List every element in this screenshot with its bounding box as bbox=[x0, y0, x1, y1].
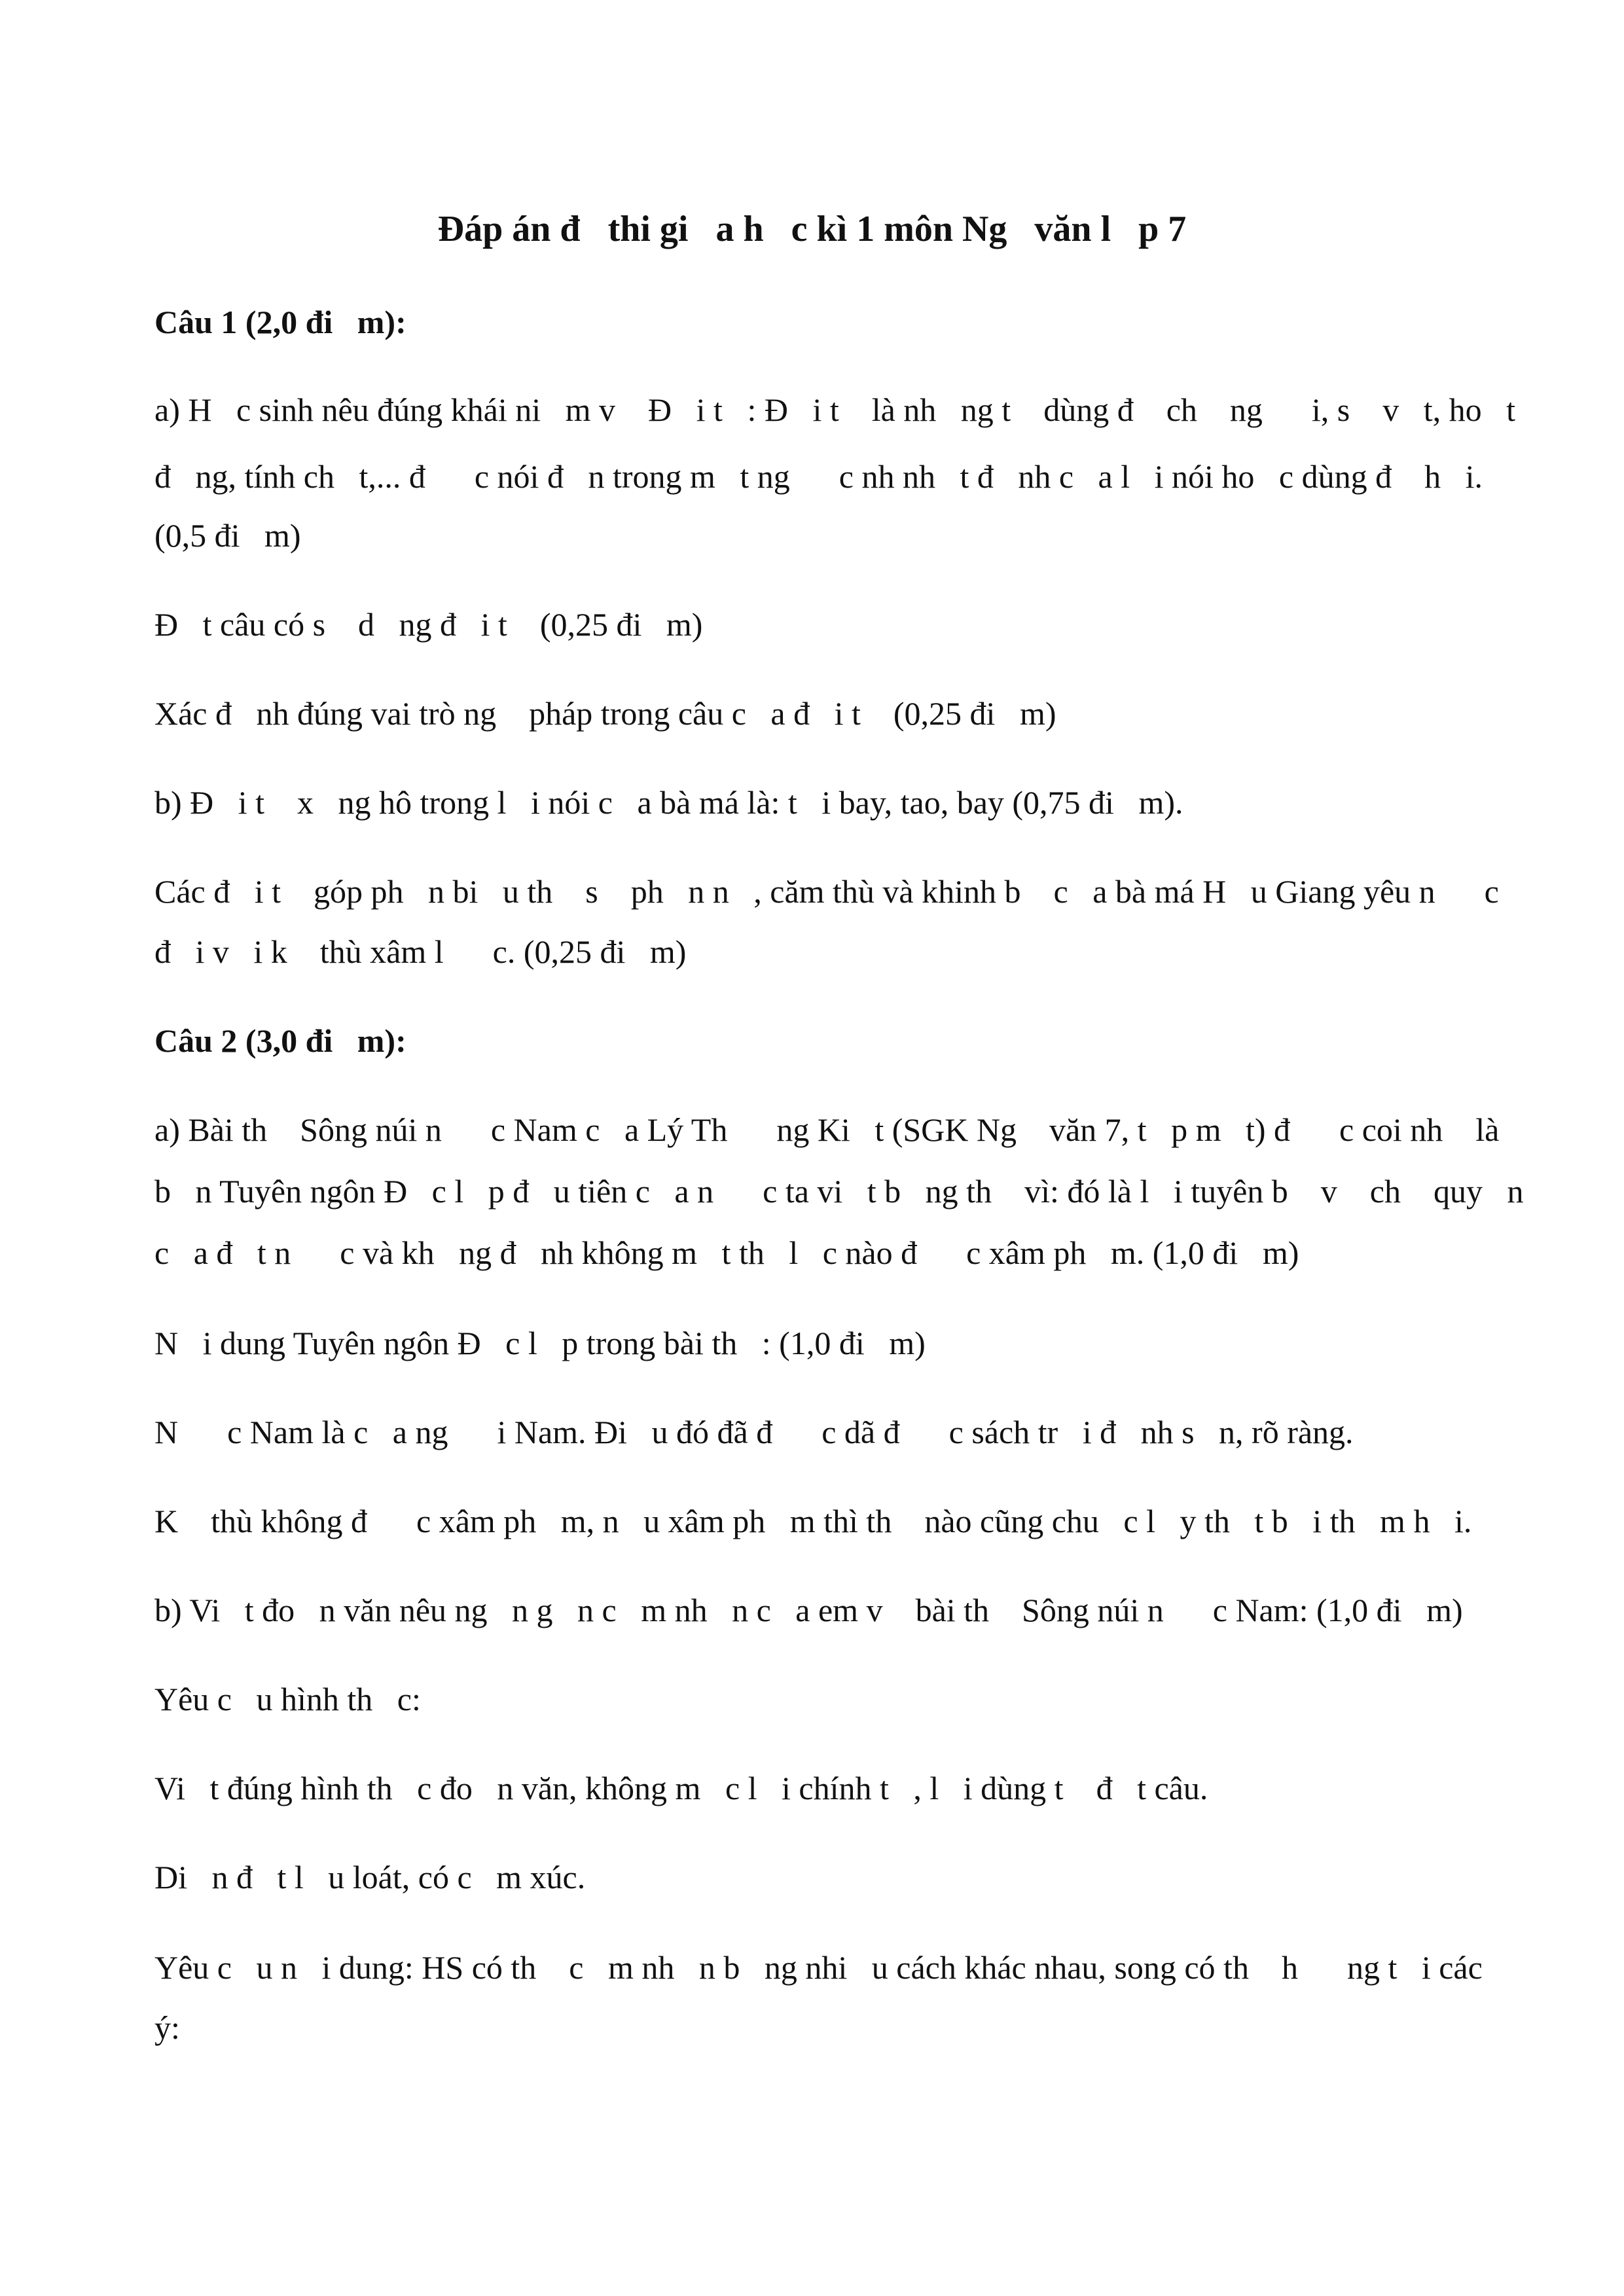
paragraph-line: a) H c sinh nêu đúng khái ni m v Đ i t : Đ i t là nh ng t dùng đ ch ng i, s v t, ho t bbox=[154, 391, 1516, 428]
paragraph-line: Di n đ t l u loát, có c m xúc. bbox=[154, 1859, 586, 1895]
paragraph-line: Đ t câu có s d ng đ i t (0,25 đi m) bbox=[154, 606, 703, 643]
paragraph-line: đ i v i k thù xâm l c. (0,25 đi m) bbox=[154, 933, 687, 970]
paragraph-line: N i dung Tuyên ngôn Đ c l p trong bài th : (1,0 đi m) bbox=[154, 1325, 926, 1361]
paragraph-line: N c Nam là c a ng i Nam. Đi u đó đã đ c dã đ c sách tr i đ nh s n, rõ ràng. bbox=[154, 1414, 1354, 1450]
paragraph-line: b n Tuyên ngôn Đ c l p đ u tiên c a n c ta vi t b ng th vì: đó là l i tuyên b v ch quy n bbox=[154, 1173, 1524, 1210]
paragraph-line: (0,5 đi m) bbox=[154, 517, 301, 554]
question-2-heading: Câu 2 (3,0 đi m): bbox=[154, 1022, 406, 1059]
paragraph-line: Yêu c u hình th c: bbox=[154, 1681, 421, 1717]
question-1-heading: Câu 1 (2,0 đi m): bbox=[154, 304, 406, 340]
document-title: Đáp án đ thi gi a h c kì 1 môn Ng văn l p 7 bbox=[437, 209, 1187, 249]
paragraph-line: K thù không đ c xâm ph m, n u xâm ph m thì th nào cũng chu c l y th t b i th m h i. bbox=[154, 1503, 1472, 1539]
paragraph-line: c a đ t n c và kh ng đ nh không m t th l c nào đ c xâm ph m. (1,0 đi m) bbox=[154, 1234, 1299, 1271]
paragraph-line: b) Vi t đo n văn nêu ng n g n c m nh n c a em v bài th Sông núi n c Nam: (1,0 đi m) bbox=[154, 1592, 1463, 1628]
paragraph-line: Yêu c u n i dung: HS có th c m nh n b ng nhi u cách khác nhau, song có th h ng t i các bbox=[154, 1949, 1483, 1986]
paragraph-line: a) Bài th Sông núi n c Nam c a Lý Th ng Ki t (SGK Ng văn 7, t p m t) đ c coi nh là bbox=[154, 1111, 1500, 1148]
paragraph-line: Vi t đúng hình th c đo n văn, không m c l i chính t , l i dùng t đ t câu. bbox=[154, 1770, 1208, 1806]
paragraph-line: ý: bbox=[154, 2009, 180, 2046]
paragraph-line: Các đ i t góp ph n bi u th s ph n n , căm thù và khinh b c a bà má H u Giang yêu n c bbox=[154, 873, 1499, 910]
paragraph-line: b) Đ i t x ng hô trong l i nói c a bà má là: t i bay, tao, bay (0,75 đi m). bbox=[154, 784, 1183, 821]
paragraph-line: Xác đ nh đúng vai trò ng pháp trong câu c a đ i t (0,25 đi m) bbox=[154, 695, 1056, 732]
paragraph-line: đ ng, tính ch t,... đ c nói đ n trong m t ng c nh nh t đ nh c a l i nói ho c dùng đ h i. bbox=[154, 458, 1483, 495]
